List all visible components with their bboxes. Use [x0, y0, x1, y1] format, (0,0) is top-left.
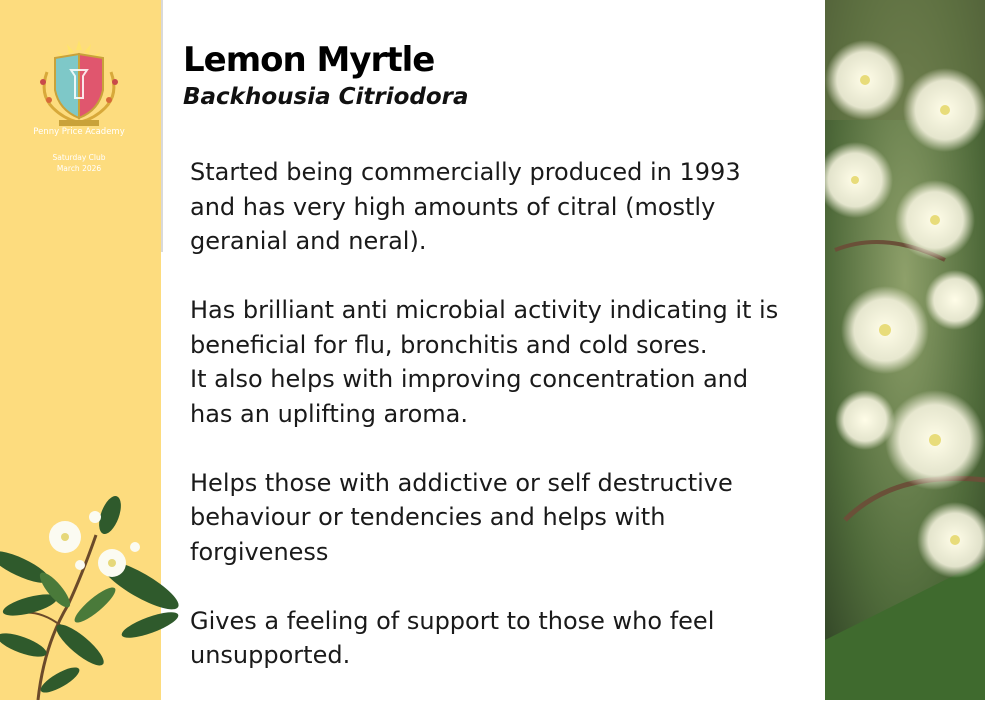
shield-crest-icon [29, 38, 129, 128]
text-line: Helps those with addictive or self destructive [190, 468, 733, 497]
sidebar-divider [161, 0, 163, 252]
text-line: has an uplifting aroma. [190, 399, 469, 428]
text-line: unsupported. [190, 641, 351, 669]
text-line: and has very high amounts of citral (mostly [190, 192, 716, 221]
paragraph-commercial-history [190, 155, 815, 259]
paragraph-emotional [190, 466, 815, 570]
paragraph-antimicrobial [190, 293, 815, 431]
academy-name: Penny Price Academy [33, 127, 125, 137]
sidebar [0, 0, 161, 700]
event-info [0, 152, 158, 174]
slide-body [190, 155, 815, 707]
event-date: March 2026 [56, 164, 102, 173]
text-line: Gives a feeling of support to those who feel [190, 606, 715, 635]
text-line: beneficial for flu, bronchitis and cold sores. [190, 330, 708, 359]
text-line: geranial and neral). [190, 227, 427, 255]
paragraph-support [190, 604, 815, 673]
text-line: forgiveness [190, 537, 329, 566]
event-name: Saturday Club [52, 153, 106, 162]
text-line: behaviour or tendencies and helps with [190, 503, 666, 531]
slide-subtitle: Backhousia Citriodora [183, 84, 469, 110]
lemon-myrtle-sprig-image [0, 495, 185, 700]
lemon-myrtle-flowers-photo [825, 0, 985, 700]
text-line: Has brilliant anti microbial activity indicating it is [190, 296, 779, 324]
slide-title: Lemon Myrtle [183, 40, 435, 80]
text-line: It also helps with improving concentration and [190, 365, 749, 393]
text-line: Started being commercially produced in 1993 [190, 158, 741, 186]
